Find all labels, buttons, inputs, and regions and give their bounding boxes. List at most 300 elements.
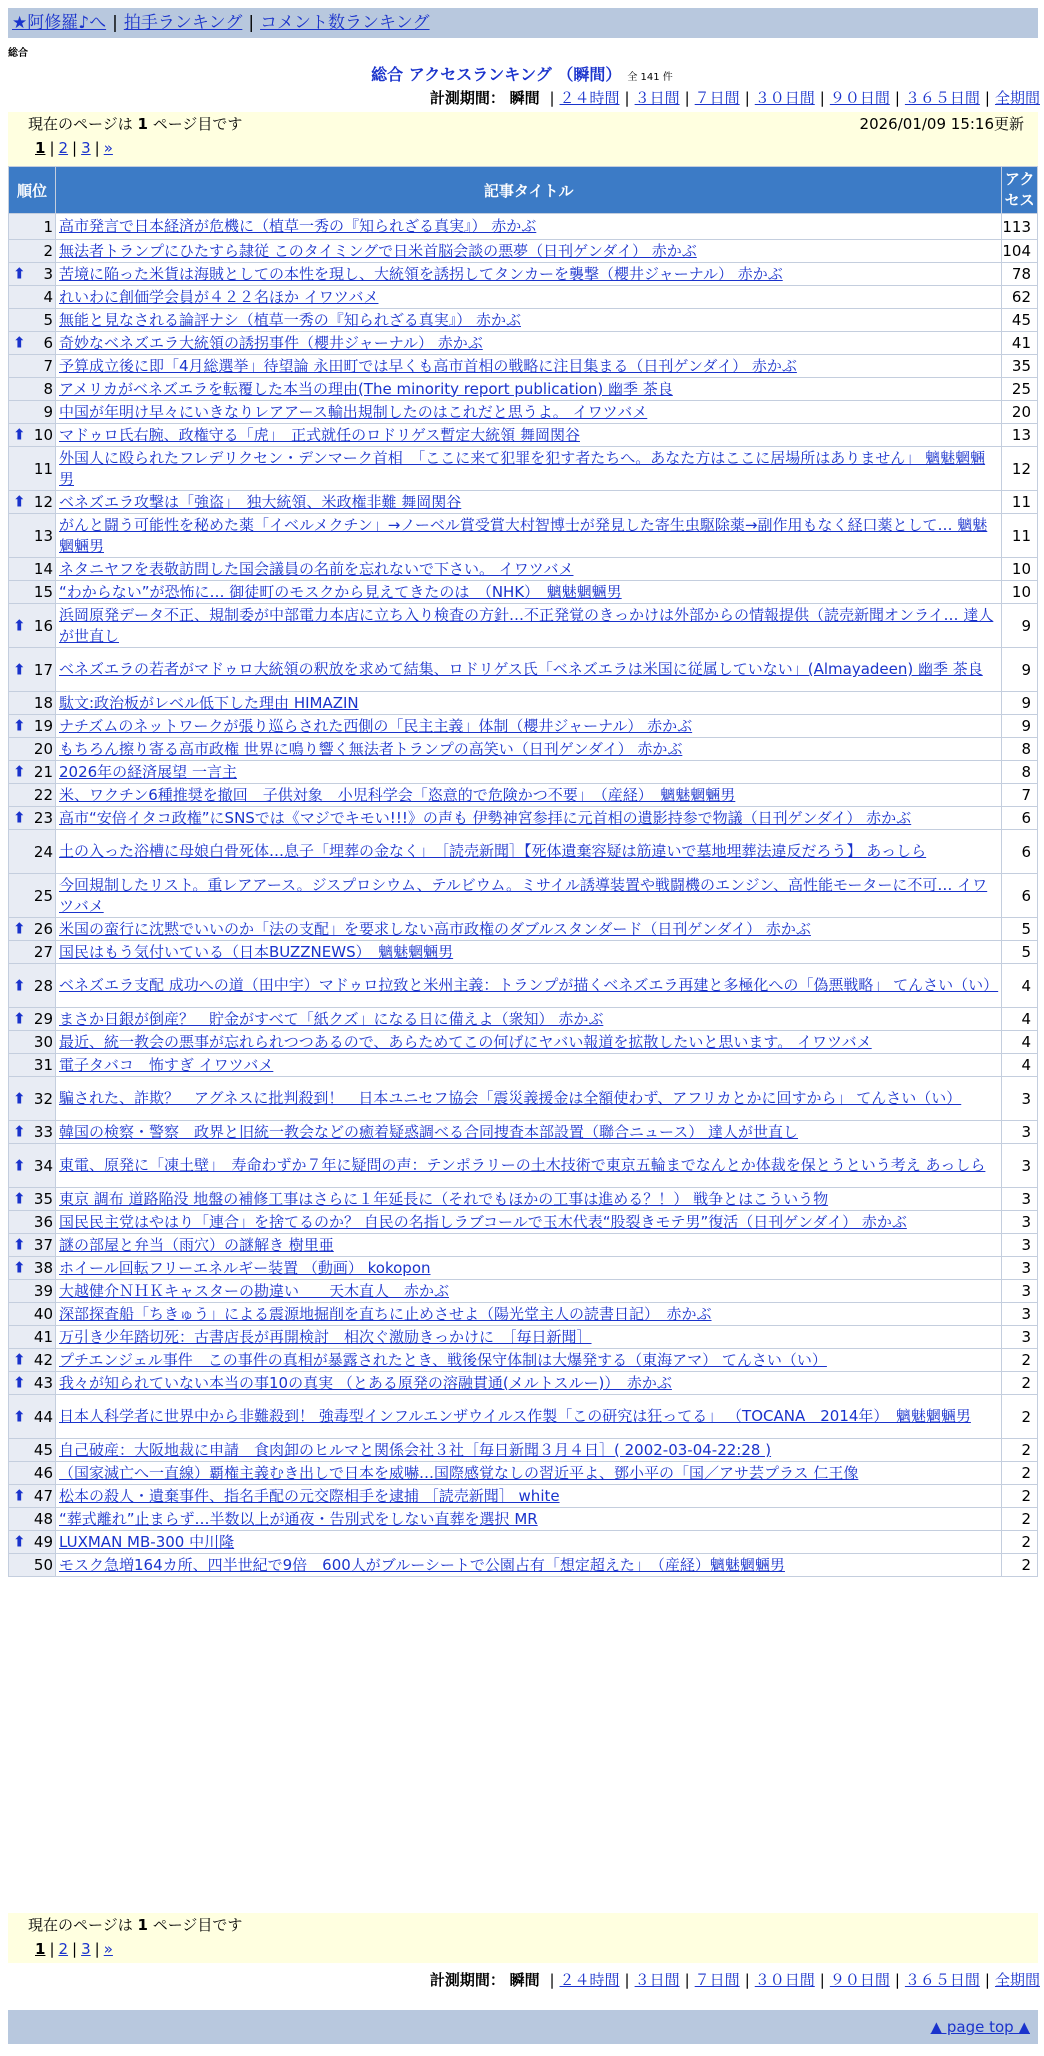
rank-number: 47 <box>33 1487 53 1505</box>
period-option-link[interactable]: ７日間 <box>694 1971 740 1989</box>
table-row <box>9 941 1038 964</box>
table-row <box>9 447 1038 491</box>
period-option-link[interactable]: 全期間 <box>994 1971 1040 1989</box>
access-count: 3 <box>1002 1257 1038 1280</box>
title-cell <box>56 491 1002 514</box>
period-option-link[interactable]: ９０日間 <box>829 1971 890 1989</box>
pager-bottom <box>8 1913 1038 1963</box>
table-row <box>9 240 1038 263</box>
access-count: 7 <box>1002 784 1038 807</box>
up-arrow-icon: ⬆ <box>13 264 26 283</box>
article-title-link[interactable]: アメリカがベネズエラを転覆した本当の理由(The minority report publication) 幽季 茶良 <box>59 379 673 398</box>
title-cell <box>56 447 1002 491</box>
access-count: 3 <box>1002 1303 1038 1326</box>
rank-number: 23 <box>33 809 53 827</box>
access-count: 4 <box>1002 1054 1038 1077</box>
page-separator: | <box>49 139 55 157</box>
title-cell <box>56 604 1002 648</box>
title-cell <box>56 263 1002 286</box>
article-title-link[interactable]: 無法者トランプにひたすら隷従 このタイミングで日米首脳会談の悪夢（日刊ゲンダイ） 赤かぶ <box>59 241 697 260</box>
rank-number: 26 <box>33 920 53 938</box>
period-current: 瞬間 <box>509 89 540 107</box>
page-separator: | <box>72 1940 78 1958</box>
table-row <box>9 401 1038 424</box>
article-title-link[interactable]: もちろん擦り寄る高市政権 世界に鳴り響く無法者トランプの高笑い（日刊ゲンダイ） 赤かぶ <box>59 739 683 758</box>
article-title-link[interactable]: 日本人科学者に世界中から非難殺到！ 強毒型インフルエンザウイルス作製「この研究は狂ってる」 （TOCANA 2014年） 魑魅魍魎男 <box>59 1407 971 1425</box>
period-option-link[interactable]: ２４時間 <box>559 1971 620 1989</box>
title-cell <box>56 918 1002 941</box>
table-row <box>9 1462 1038 1485</box>
period-option-link[interactable]: ３６５日間 <box>904 1971 980 1989</box>
rank-cell <box>9 604 56 648</box>
access-count: 9 <box>1002 648 1038 692</box>
article-title-link[interactable]: 最近、統一教会の悪事が忘れられつつあるので、あらためてこの何げにヤバい報道を拡散したいと思います。 イワツバメ <box>59 1032 872 1051</box>
rank-number: 19 <box>33 717 53 735</box>
rank-cell <box>9 1008 56 1031</box>
up-arrow-icon: ⬆ <box>13 616 26 635</box>
access-column-header: アクセス <box>1002 167 1038 214</box>
up-arrow-icon: ⬆ <box>13 919 26 938</box>
access-count: 13 <box>1002 424 1038 447</box>
rank-cell <box>9 378 56 401</box>
next-page-link[interactable]: » <box>103 1940 113 1958</box>
article-title-link[interactable]: プチエンジェル事件 この事件の真相が暴露されたとき、戦後保守体制は大爆発する（東海アマ） てんさい（い） <box>59 1350 827 1369</box>
article-title-link[interactable]: 電子タバコ 怖すぎ イワツバメ <box>59 1055 274 1074</box>
home-link[interactable]: ★阿修羅♪へ <box>12 13 107 33</box>
table-row <box>9 1077 1038 1121</box>
current-page-text: 現在のページは 1 ページ目です <box>28 115 243 133</box>
rank-cell <box>9 1121 56 1144</box>
access-count: 3 <box>1002 1234 1038 1257</box>
rank-cell <box>9 1054 56 1077</box>
rank-cell <box>9 1349 56 1372</box>
up-arrow-icon: ⬆ <box>13 1089 26 1108</box>
access-count: 3 <box>1002 1211 1038 1234</box>
rank-number: 4 <box>43 288 53 306</box>
period-option-link[interactable]: ７日間 <box>694 89 740 107</box>
title-cell <box>56 1303 1002 1326</box>
title-cell <box>56 1121 1002 1144</box>
ranking-table-body <box>9 214 1038 1577</box>
table-row <box>9 1121 1038 1144</box>
table-row <box>9 874 1038 918</box>
article-title-link[interactable]: 自己破産：大阪地裁に申請 食肉卸のヒルマと関係会社３社［毎日新聞３月４日］( 2002-03-04-22:28 ) <box>59 1440 772 1459</box>
title-cell <box>56 240 1002 263</box>
up-arrow-icon: ⬆ <box>13 1486 26 1505</box>
rank-number: 16 <box>33 616 53 635</box>
access-count: 20 <box>1002 401 1038 424</box>
article-title-link[interactable]: “葬式離れ”止まらず…半数以上が通夜・告別式をしない直葬を選択 MR <box>59 1509 538 1528</box>
article-title-link[interactable]: 中国が年明け早々にいきなりレアアース輸出規制したのはこれだと思うよ。 イワツバメ <box>59 402 648 421</box>
article-title-link[interactable]: 国民はもう気付いている（日本BUZZNEWS） 魑魅魍魎男 <box>59 942 454 961</box>
rank-cell <box>9 1031 56 1054</box>
rank-number: 10 <box>33 426 53 444</box>
access-count: 10 <box>1002 581 1038 604</box>
rank-cell <box>9 715 56 738</box>
ranking-title-text: 総合 アクセスランキング （瞬間） <box>371 65 622 84</box>
period-options <box>544 1971 1040 1989</box>
page-links <box>28 136 1024 160</box>
article-title-link[interactable]: 我々が知られていない本当の事10の真実 （とある原発の溶融貫通(メルトスルー)） 赤かぶ <box>59 1373 672 1392</box>
rank-number: 17 <box>33 660 53 679</box>
title-cell <box>56 964 1002 1008</box>
period-options <box>544 89 1040 107</box>
rank-cell <box>9 874 56 918</box>
article-title-link[interactable]: 予算成立後に即「4月総選挙」待望論 永田町では早くも高市首相の戦略に注目集まる（日刊ゲンダイ） 赤かぶ <box>59 356 797 375</box>
article-title-link[interactable]: （国家滅亡へ一直線）覇権主義むき出しで日本を威嚇…国際感覚なしの習近平よ、鄧小平の「国／アサ芸プラス 仁王像 <box>59 1463 859 1482</box>
article-title-link[interactable]: 今回規制したリスト。重レアアース。ジスプロシウム、テルビウム。ミサイル誘導装置や戦闘機のエンジン、高性能モーターに不可… イワツバメ <box>59 875 988 915</box>
access-count: 104 <box>1002 240 1038 263</box>
rank-cell <box>9 1211 56 1234</box>
article-title-link[interactable]: 大越健介ＮＨＫキャスターの勘違い 天木直人 赤かぶ <box>59 1281 450 1300</box>
rank-number: 24 <box>33 842 53 861</box>
top-nav-bar <box>8 8 1038 38</box>
up-arrow-icon: ⬆ <box>13 1156 26 1175</box>
article-title-link[interactable]: 騙された、詐欺？ アグネスに批判殺到！ 日本ユニセフ協会「震災義援金は全額使わず、アフリカとかに回すから」 てんさい（い） <box>59 1089 962 1107</box>
access-count: 2 <box>1002 1531 1038 1554</box>
title-cell <box>56 1188 1002 1211</box>
title-cell <box>56 1008 1002 1031</box>
access-count: 2 <box>1002 1439 1038 1462</box>
article-title-link[interactable]: 東京 調布 道路陥没 地盤の補修工事はさらに１年延長に（それでもほかの工事は進める？！） 戦争とはこういう物 <box>59 1189 829 1208</box>
access-count: 35 <box>1002 355 1038 378</box>
rank-cell <box>9 286 56 309</box>
page-separator: | <box>49 1940 55 1958</box>
article-title-link[interactable]: まさか日銀が倒産？ 貯金がすべて「紙クズ」になる日に備えよ（衆知） 赤かぶ <box>59 1009 604 1028</box>
rank-cell <box>9 1508 56 1531</box>
article-title-link[interactable]: “わからない”が恐怖に… 御徒町のモスクから見えてきたのは （NHK） 魑魅魍魎男 <box>59 582 622 601</box>
title-cell <box>56 1349 1002 1372</box>
title-cell <box>56 830 1002 874</box>
article-title-link[interactable]: 外国人に殴られたフレデリクセン・デンマーク首相 「ここに来て犯罪を犯す者たちへ。あなた方はここに居場所はありません」 魑魅魍魎男 <box>59 448 986 488</box>
rank-number: 7 <box>43 357 53 375</box>
article-title-link[interactable]: ホイール回転フリーエネルギー装置 （動画） kokopon <box>59 1258 431 1277</box>
rank-cell <box>9 355 56 378</box>
title-cell <box>56 761 1002 784</box>
article-title-link[interactable]: 駄文:政治板がレベル低下した理由 HIMAZIN <box>59 693 359 712</box>
rank-cell <box>9 424 56 447</box>
access-count: 41 <box>1002 332 1038 355</box>
access-count: 3 <box>1002 1326 1038 1349</box>
article-title-link[interactable]: 無能と見なされる論評ナシ（植草一秀の『知られざる真実』） 赤かぶ <box>59 310 521 329</box>
article-title-link[interactable]: 謎の部屋と弁当（雨穴）の謎解き 樹里亜 <box>59 1235 334 1254</box>
rank-cell <box>9 1372 56 1395</box>
table-row <box>9 558 1038 581</box>
access-count: 3 <box>1002 1144 1038 1188</box>
access-count: 5 <box>1002 941 1038 964</box>
period-option-link[interactable]: ９０日間 <box>829 89 890 107</box>
table-row <box>9 1485 1038 1508</box>
access-count: 8 <box>1002 738 1038 761</box>
access-count: 2 <box>1002 1462 1038 1485</box>
period-option-link[interactable]: ２４時間 <box>559 89 620 107</box>
period-selector-top <box>430 87 1040 108</box>
rank-cell <box>9 830 56 874</box>
title-cell <box>56 1234 1002 1257</box>
article-title-link[interactable]: 深部探査船「ちきゅう」による震源地掘削を直ちに止めさせよ（陽光堂主人の読書日記） 赤かぶ <box>59 1304 712 1323</box>
current-page-number: 1 <box>137 1916 148 1934</box>
article-title-link[interactable]: LUXMAN MB-300 中川隆 <box>59 1532 235 1551</box>
title-cell <box>56 1031 1002 1054</box>
rank-cell <box>9 1326 56 1349</box>
up-arrow-icon: ⬆ <box>13 808 26 827</box>
rank-cell <box>9 1531 56 1554</box>
title-cell <box>56 581 1002 604</box>
rank-number: 35 <box>33 1190 53 1208</box>
up-arrow-icon: ⬆ <box>13 716 26 735</box>
table-row <box>9 604 1038 648</box>
table-row <box>9 332 1038 355</box>
table-row <box>9 1508 1038 1531</box>
period-separator: | <box>984 89 990 107</box>
rank-cell <box>9 240 56 263</box>
article-title-link[interactable]: 苦境に陥った米貨は海賊としての本性を現し、大統領を誘拐してタンカーを襲撃（櫻井ジャーナル） 赤かぶ <box>59 264 783 283</box>
title-cell <box>56 355 1002 378</box>
access-count: 78 <box>1002 263 1038 286</box>
rank-number: 5 <box>43 311 53 329</box>
table-row <box>9 581 1038 604</box>
rank-number: 3 <box>43 265 53 283</box>
up-arrow-icon: ⬆ <box>13 1407 26 1426</box>
table-header-row <box>9 167 1038 214</box>
pager-top <box>8 112 1038 166</box>
period-option-link[interactable]: 全期間 <box>994 89 1040 107</box>
rank-number: 18 <box>33 694 53 712</box>
table-row <box>9 1439 1038 1462</box>
article-title-link[interactable]: がんと闘う可能性を秘めた薬「イベルメクチン」→ノーベル賞受賞大村智博士が発見した寄生虫駆除薬→副作用もなく経口薬として… 魑魅魍魎男 <box>59 515 988 555</box>
page-links <box>28 1937 1024 1961</box>
access-count: 113 <box>1002 214 1038 240</box>
article-title-link[interactable]: ベネズエラ攻撃は「強盗」 独大統領、米政権非難 舞岡関谷 <box>59 492 462 511</box>
title-cell <box>56 784 1002 807</box>
access-count: 11 <box>1002 514 1038 558</box>
rank-cell <box>9 1234 56 1257</box>
access-count: 2 <box>1002 1485 1038 1508</box>
article-title-link[interactable]: 東電、原発に「凍土壁」 寿命わずか７年に疑問の声：テンポラリーの土木技術で東京五輪までなんとか体裁を保とうという考え あっしら <box>59 1156 986 1174</box>
access-count: 3 <box>1002 1188 1038 1211</box>
rank-cell <box>9 581 56 604</box>
table-row <box>9 263 1038 286</box>
table-row <box>9 1144 1038 1188</box>
rank-number: 2 <box>43 242 53 260</box>
rank-cell <box>9 1485 56 1508</box>
up-arrow-icon: ⬆ <box>13 1235 26 1254</box>
rank-number: 12 <box>33 493 53 511</box>
title-cell <box>56 648 1002 692</box>
rank-number: 50 <box>33 1556 53 1574</box>
period-separator: | <box>744 1971 750 1989</box>
article-title-link[interactable]: 万引き少年踏切死：古書店長が再開検討 相次ぐ激励きっかけに ［毎日新聞］ <box>59 1327 592 1346</box>
rank-number: 40 <box>33 1305 53 1323</box>
period-separator: | <box>894 1971 900 1989</box>
access-count: 4 <box>1002 1008 1038 1031</box>
rank-cell <box>9 447 56 491</box>
article-title-link[interactable]: 高市発言で日本経済が危機に（植草一秀の『知られざる真実』） 赤かぶ <box>59 217 537 235</box>
page-link[interactable]: 3 <box>81 1940 91 1958</box>
article-title-link[interactable]: れいわに創価学会員が４２２名ほか イワツバメ <box>59 287 379 306</box>
rank-cell <box>9 332 56 355</box>
rank-number: 49 <box>33 1533 53 1551</box>
current-page-number: 1 <box>137 115 148 133</box>
article-title-link[interactable]: ナチズムのネットワークが張り巡らされた西側の「民主主義」体制（櫻井ジャーナル） 赤かぶ <box>59 716 693 735</box>
table-row <box>9 355 1038 378</box>
table-row <box>9 1326 1038 1349</box>
up-arrow-icon: ⬆ <box>13 762 26 781</box>
access-count: 4 <box>1002 964 1038 1008</box>
table-row <box>9 648 1038 692</box>
page-separator: | <box>94 1940 100 1958</box>
access-count: 9 <box>1002 604 1038 648</box>
rank-cell <box>9 1462 56 1485</box>
title-cell <box>56 1054 1002 1077</box>
up-arrow-icon: ⬆ <box>13 1258 26 1277</box>
article-title-link[interactable]: ネタニヤフを表敬訪問した国会議員の名前を忘れないで下さい。 イワツバメ <box>59 559 574 578</box>
article-title-link[interactable]: 土の入った浴槽に母娘白骨死体…息子「埋葬の金なく」 ［読売新聞］【死体遺棄容疑は筋違いで墓地埋葬法違反だろう】 あっしら <box>59 842 927 860</box>
article-title-link[interactable]: 浜岡原発データ不正、規制委が中部電力本店に立ち入り検査の方針…不正発覚のきっかけは外部からの情報提供（読売新聞オンライ… 達人が世直し <box>59 605 994 645</box>
rank-number: 45 <box>33 1441 53 1459</box>
title-cell <box>56 378 1002 401</box>
page-link[interactable]: 3 <box>81 139 91 157</box>
rank-cell <box>9 1257 56 1280</box>
period-option-link[interactable]: ３０日間 <box>754 89 815 107</box>
period-separator: | <box>624 89 630 107</box>
rank-number: 14 <box>33 560 53 578</box>
access-count: 9 <box>1002 715 1038 738</box>
rank-cell <box>9 1554 56 1577</box>
rank-number: 42 <box>33 1351 53 1369</box>
period-separator: | <box>894 89 900 107</box>
rank-cell <box>9 309 56 332</box>
page-link[interactable]: 2 <box>58 1940 69 1958</box>
rank-cell <box>9 491 56 514</box>
rank-number: 15 <box>33 583 53 601</box>
up-arrow-icon: ⬆ <box>13 660 26 679</box>
page-top-link[interactable]: ▲ page top ▲ <box>930 2018 1030 2036</box>
article-title-link[interactable]: 米国の蛮行に沈黙でいいのか「法の支配」を要求しない高市政権のダブルスタンダード（日刊ゲンダイ） 赤かぶ <box>59 919 811 938</box>
table-row <box>9 1054 1038 1077</box>
access-count: 6 <box>1002 830 1038 874</box>
period-option-link[interactable]: ３０日間 <box>754 1971 815 1989</box>
table-row <box>9 214 1038 240</box>
table-row <box>9 1554 1038 1577</box>
comment-ranking-link[interactable]: コメント数ランキング <box>260 13 430 33</box>
title-cell <box>56 309 1002 332</box>
period-separator: | <box>819 89 825 107</box>
up-arrow-icon: ⬆ <box>13 333 26 352</box>
title-cell <box>56 692 1002 715</box>
up-arrow-icon: ⬆ <box>13 1189 26 1208</box>
title-cell <box>56 401 1002 424</box>
rank-cell <box>9 401 56 424</box>
period-option-link[interactable]: ３６５日間 <box>904 89 980 107</box>
section-label: 総合 <box>8 48 28 59</box>
table-row <box>9 1211 1038 1234</box>
period-option-link[interactable]: ３日間 <box>634 1971 680 1989</box>
rank-number: 34 <box>33 1156 53 1175</box>
table-row <box>9 715 1038 738</box>
rank-number: 6 <box>43 334 53 352</box>
ranking-table <box>8 166 1038 1577</box>
rank-number: 11 <box>33 459 53 478</box>
rank-number: 31 <box>33 1056 53 1074</box>
rank-number: 48 <box>33 1510 53 1528</box>
rank-number: 32 <box>33 1089 53 1108</box>
rank-cell <box>9 214 56 240</box>
up-arrow-icon: ⬆ <box>13 1122 26 1141</box>
rank-cell <box>9 1303 56 1326</box>
article-title-link[interactable]: ベネズエラ支配 成功への道（田中宇）マドゥロ拉致と米州主義：トランプが描くベネズエラ再建と多極化への「偽悪戦略」 てんさい（い） <box>59 976 999 994</box>
title-cell <box>56 1326 1002 1349</box>
table-row <box>9 1303 1038 1326</box>
title-cell <box>56 1077 1002 1121</box>
article-title-link[interactable]: マドゥロ氏右腕、政権守る「虎」 正式就任のロドリゲス暫定大統領 舞岡関谷 <box>59 425 580 444</box>
table-row <box>9 286 1038 309</box>
article-title-link[interactable]: ベネズエラの若者がマドゥロ大統領の釈放を求めて結集、ロドリゲス氏「ベネズエラは米国に従属していない」(Almayadeen) 幽季 茶良 <box>59 660 983 678</box>
title-cell <box>56 1144 1002 1188</box>
page-link[interactable]: 2 <box>58 139 69 157</box>
title-cell <box>56 286 1002 309</box>
title-cell <box>56 715 1002 738</box>
article-title-link[interactable]: 米、ワクチン6種推奨を撤回 子供対象 小児科学会「恣意的で危険かつ不要」 （産経） 魑魅魍魎男 <box>59 785 736 804</box>
rank-number: 21 <box>33 763 53 781</box>
article-title-link[interactable]: 高市“安倍イタコ政権”にSNSでは《マジでキモい!!!》の声も 伊勢神宮参拝に元首相の遺影持参で物議（日刊ゲンダイ） 赤かぶ <box>59 808 912 827</box>
title-cell <box>56 1485 1002 1508</box>
rank-number: 27 <box>33 943 53 961</box>
title-cell <box>56 214 1002 240</box>
rank-number: 30 <box>33 1033 53 1051</box>
rank-cell <box>9 558 56 581</box>
period-option-link[interactable]: ３日間 <box>634 89 680 107</box>
rank-number: 9 <box>43 403 53 421</box>
page-separator: | <box>94 139 100 157</box>
applause-ranking-link[interactable]: 拍手ランキング <box>123 13 243 33</box>
rank-number: 33 <box>33 1123 53 1141</box>
article-title-link[interactable]: モスク急増164カ所、四半世紀で9倍 600人がブルーシートで公園占有「想定超えた」 （産経）魑魅魍魎男 <box>59 1555 785 1574</box>
article-title-link[interactable]: 松本の殺人・遺棄事件、指名手配の元交際相手を逮捕 ［読売新聞］ white <box>59 1486 560 1505</box>
rank-cell <box>9 692 56 715</box>
nav-separator: | <box>248 13 255 33</box>
table-row <box>9 692 1038 715</box>
page-separator: | <box>72 139 78 157</box>
period-separator: | <box>984 1971 990 1989</box>
access-count: 11 <box>1002 491 1038 514</box>
table-row <box>9 1372 1038 1395</box>
pager-status-row <box>28 1913 1024 1937</box>
rank-cell <box>9 738 56 761</box>
article-title-link[interactable]: 2026年の経済展望 一言主 <box>59 762 237 781</box>
article-title-link[interactable]: 韓国の検察・警察 政界と旧統一教会などの癒着疑惑調べる合同捜査本部設置（聯合ニュース） 達人が世直し <box>59 1122 799 1141</box>
ranking-count: 全 141 件 <box>627 72 673 83</box>
title-cell <box>56 1531 1002 1554</box>
rank-number: 1 <box>43 217 53 236</box>
access-count: 3 <box>1002 1077 1038 1121</box>
title-cell <box>56 332 1002 355</box>
rank-number: 8 <box>43 380 53 398</box>
access-count: 2 <box>1002 1395 1038 1439</box>
access-count: 10 <box>1002 558 1038 581</box>
table-row <box>9 1257 1038 1280</box>
article-title-link[interactable]: 奇妙なベネズエラ大統領の誘拐事件（櫻井ジャーナル） 赤かぶ <box>59 333 483 352</box>
article-title-link[interactable]: 国民民主党はやはり「連合」を捨てるのか？ 自民の名指しラブコールで玉木代表“股裂きモテ男”復活（日刊ゲンダイ） 赤かぶ <box>59 1212 907 1231</box>
access-count: 8 <box>1002 761 1038 784</box>
title-cell <box>56 1439 1002 1462</box>
table-row <box>9 1031 1038 1054</box>
access-count: 12 <box>1002 447 1038 491</box>
rank-column-header: 順位 <box>9 167 56 214</box>
rank-number: 38 <box>33 1259 53 1277</box>
rank-cell <box>9 1077 56 1121</box>
next-page-link[interactable]: » <box>103 139 113 157</box>
